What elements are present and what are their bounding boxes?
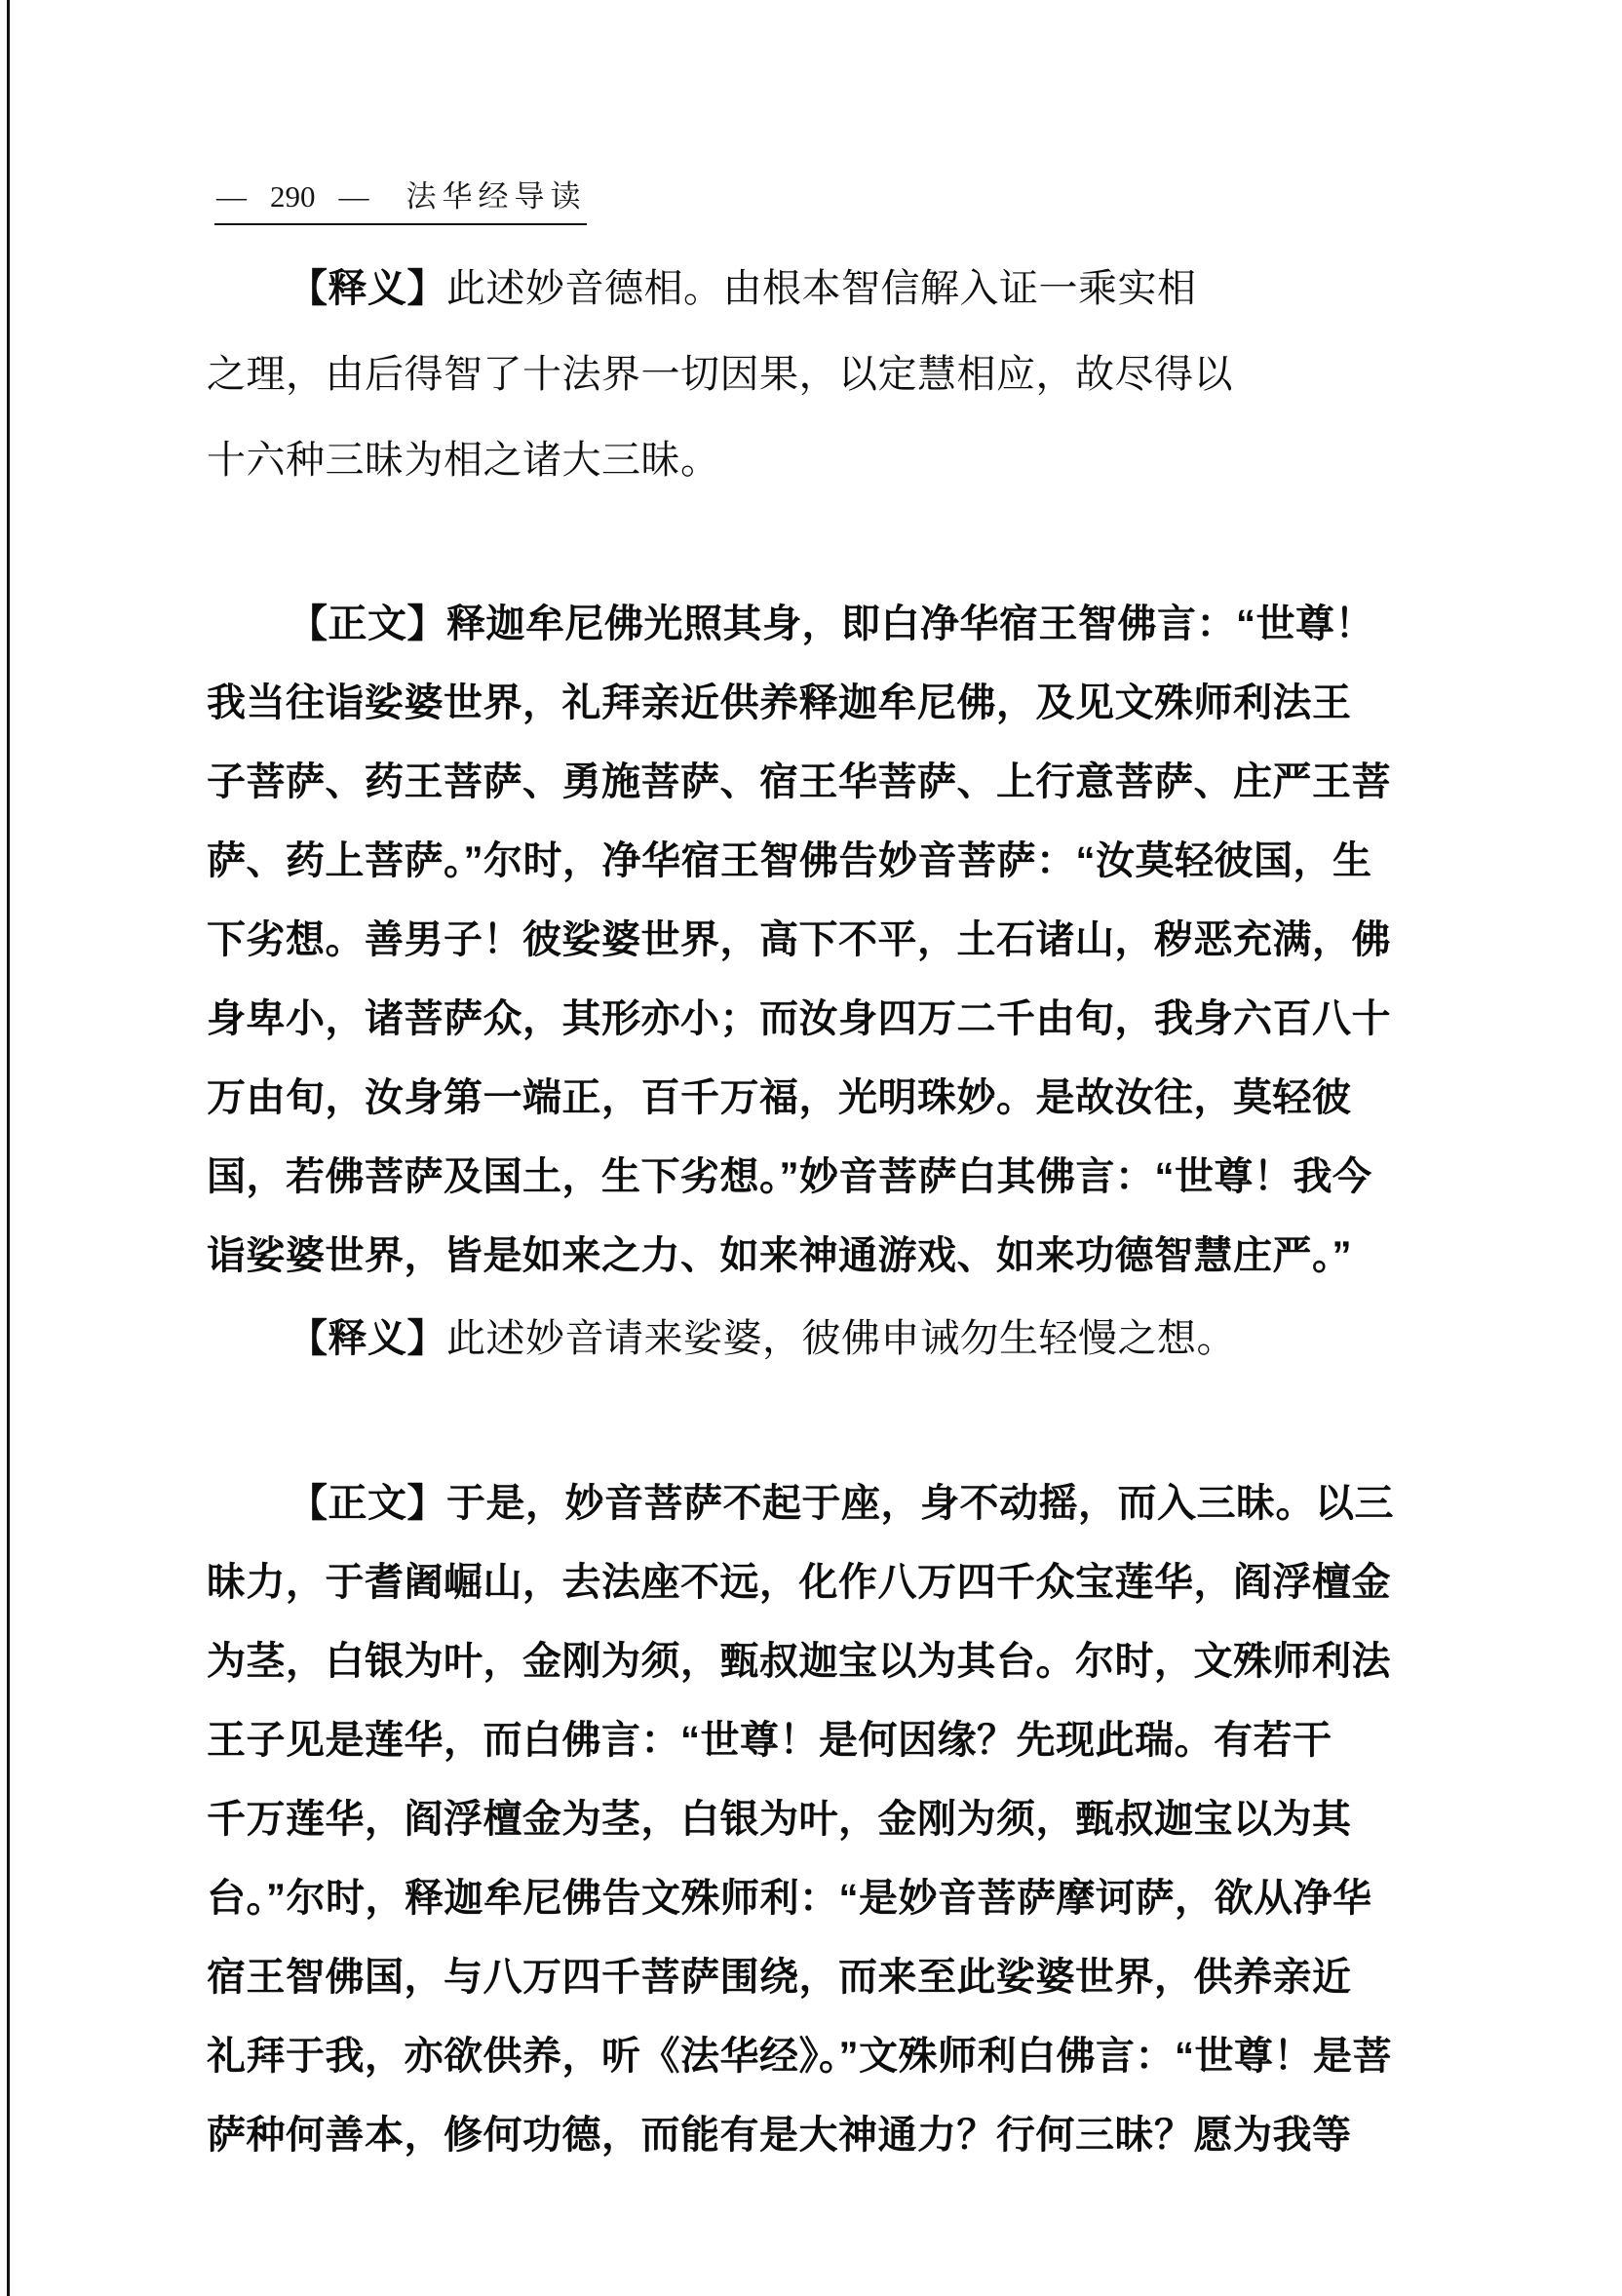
text-line: 礼拜于我，亦欲供养，听《法华经》。”文殊师利白佛言：“世尊！是菩	[207, 2035, 1392, 2078]
text-line: 之理，由后得智了十法界一切因果，以定慧相应，故尽得以	[207, 352, 1233, 396]
text-line: 千万莲华，阎浮檀金为茎，白银为叶，金刚为须，甄叔迦宝以为其	[207, 1798, 1352, 1841]
text-line	[207, 585, 1417, 664]
paragraph-label: 【正文】	[289, 1482, 446, 1525]
text-line: 萨、药上菩萨。”尔时，净华宿王智佛告妙音菩萨：“汝莫轻彼国，生	[207, 839, 1372, 882]
text-line: 昧力，于耆阇崛山，去法座不远，化作八万四千众宝莲华，阎浮檀金	[207, 1561, 1391, 1604]
text-line: 宿王智佛国，与八万四千菩萨围绕，而来至此娑婆世界，供养亲近	[207, 1956, 1352, 1999]
text-line: 十六种三昧为相之诸大三昧。	[207, 438, 720, 482]
text-line: 万由旬，汝身第一端正，百千万福，光明珠妙。是故汝往，莫轻彼	[207, 1076, 1352, 1119]
text-line	[207, 246, 1417, 331]
text-line: 诣娑婆世界，皆是如来之力、如来神通游戏、如来功德智慧庄严。”	[207, 1234, 1352, 1277]
text-line: 台。”尔时，释迦牟尼佛告文殊师利：“是妙音菩萨摩诃萨，欲从净华	[207, 1877, 1372, 1920]
paragraph-shiyi-1	[207, 246, 1417, 503]
text-run: 释迦牟尼佛光照其身，即白净华宿王智佛言：“世尊！	[446, 603, 1374, 645]
page-number: 290	[270, 179, 316, 214]
header-dash-left: —	[216, 179, 247, 214]
text-line: 身卑小，诸菩萨众，其形亦小；而汝身四万二千由旬，我身六百八十	[207, 997, 1391, 1040]
paragraph-zhengwen-2	[207, 1464, 1417, 2175]
text-line	[207, 1464, 1417, 1543]
text-line: 王子见是莲华，而白佛言：“世尊！是何因缘？先现此瑞。有若干	[207, 1719, 1332, 1762]
text-run: 此述妙音德相。由根本智信解入证一乘实相	[446, 266, 1197, 310]
paragraph-label: 【正文】	[289, 603, 446, 645]
text-run: 于是，妙音菩萨不起于座，身不动摇，而入三昧。以三	[446, 1482, 1394, 1525]
paragraph-zhengwen-1	[207, 585, 1417, 1296]
header-dash-right: —	[338, 179, 369, 214]
text-line: 子菩萨、药王菩萨、勇施菩萨、宿王华菩萨、上行意菩萨、庄严王菩	[207, 760, 1391, 803]
text-line: 我当往诣娑婆世界，礼拜亲近供养释迦牟尼佛，及见文殊师利法王	[207, 681, 1352, 724]
header-rule	[214, 223, 587, 225]
text-line: 下劣想。善男子！彼娑婆世界，高下不平，土石诸山，秽恶充满，佛	[207, 918, 1391, 961]
paragraph-label: 【释义】	[289, 266, 446, 310]
page-edge-line	[7, 0, 10, 2296]
text-line: 为茎，白银为叶，金刚为须，甄叔迦宝以为其台。尔时，文殊师利法	[207, 1640, 1391, 1683]
text-line: 国，若佛菩萨及国土，生下劣想。”妙音菩萨白其佛言：“世尊！我今	[207, 1155, 1372, 1198]
text-line: 萨种何善本，修何功德，而能有是大神通力？行何三昧？愿为我等	[207, 2114, 1352, 2157]
page-header	[216, 172, 587, 215]
book-title: 法华经导读	[406, 179, 587, 214]
paragraph-label: 【释义】	[289, 1316, 446, 1360]
text-line	[207, 1299, 1417, 1378]
paragraph-shiyi-2	[207, 1299, 1417, 1378]
text-run: 此述妙音请来娑婆，彼佛申诫勿生轻慢之想。	[446, 1316, 1236, 1360]
